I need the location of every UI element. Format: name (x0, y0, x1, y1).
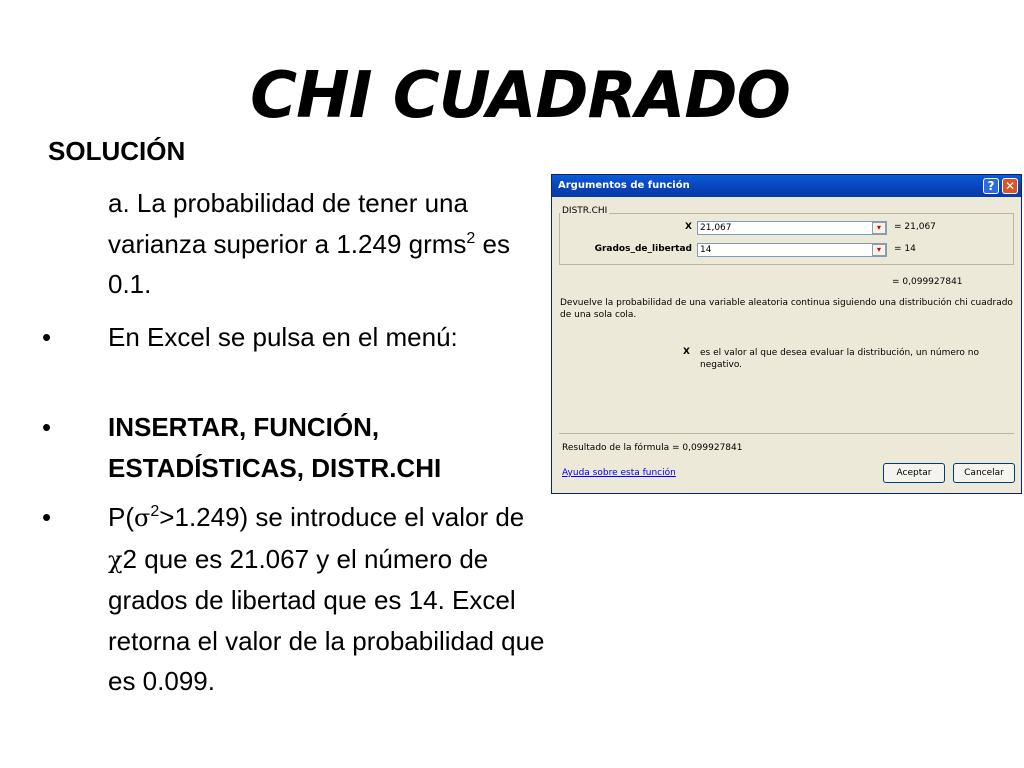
function-arguments-dialog (551, 174, 1022, 494)
function-description: Devuelve la probabilidad de una variable aleatoria continua siguiendo una distribución chi cuadrado de una sola cola. (560, 298, 1013, 320)
arg-help-name: X (683, 347, 690, 357)
paragraph-a (108, 183, 528, 305)
range-select-icon[interactable]: ▾ (872, 244, 886, 256)
paragraph-a-end: es 0.1. (108, 228, 510, 299)
range-select-icon[interactable]: ▾ (872, 222, 886, 234)
divider (559, 433, 1014, 434)
bullet-excel-menu: En Excel se pulsa en el menú: (108, 322, 458, 352)
arg-result-x: = 21,067 (894, 222, 936, 232)
arg-label-degrees: Grados_de_libertad (594, 244, 692, 254)
bullet3-mid: >1.249) se introduce el valor de (159, 502, 525, 532)
accept-button[interactable]: Aceptar (883, 463, 945, 483)
sigma-superscript: 2 (150, 503, 160, 520)
arg-label-x: X (685, 222, 692, 232)
bullet-marker: • (42, 502, 52, 532)
slide-title: CHI CUADRADO (250, 59, 790, 133)
squared-superscript: 2 (466, 229, 476, 247)
sigma-symbol: σ (134, 504, 151, 532)
paragraph-a-text: a. La probabilidad de tener una varianza superior a 1.249 grms (108, 188, 468, 259)
bullet-menu-path: INSERTAR, FUNCIÓN, ESTADÍSTICAS, DISTR.CHI (108, 412, 442, 483)
arg-help-text: es el valor al que desea evaluar la distribución, un número no negativo. (700, 348, 979, 370)
arg-result-degrees: = 14 (894, 244, 916, 254)
help-link[interactable]: Ayuda sobre esta función (562, 468, 676, 478)
dialog-titlebar[interactable] (552, 175, 1021, 197)
group-label: DISTR.CHI (562, 206, 608, 216)
function-result: = 0,099927841 (892, 277, 963, 287)
arg-input-x[interactable]: 21,067 (697, 221, 887, 235)
bullet-marker: • (42, 322, 52, 352)
bullet3-end: 2 que es 21.067 y el número de grados de libertad que es 14. Excel retorna el valor de la probabilidad que es 0.099. (108, 543, 545, 696)
cancel-button[interactable]: Cancelar (953, 463, 1015, 483)
dialog-title: Argumentos de función (558, 180, 690, 191)
help-icon[interactable]: ? (983, 178, 999, 194)
close-icon[interactable]: ✕ (1002, 178, 1018, 194)
formula-result: Resultado de la fórmula = 0,099927841 (562, 443, 743, 453)
bullet3-p: P( (108, 502, 134, 532)
arg-input-degrees[interactable]: 14 (697, 243, 887, 257)
bullet-probability-explanation (108, 497, 548, 702)
solution-heading: SOLUCIÓN (48, 136, 186, 166)
bullet-marker: • (42, 412, 52, 442)
chi-symbol: χ (108, 545, 123, 574)
